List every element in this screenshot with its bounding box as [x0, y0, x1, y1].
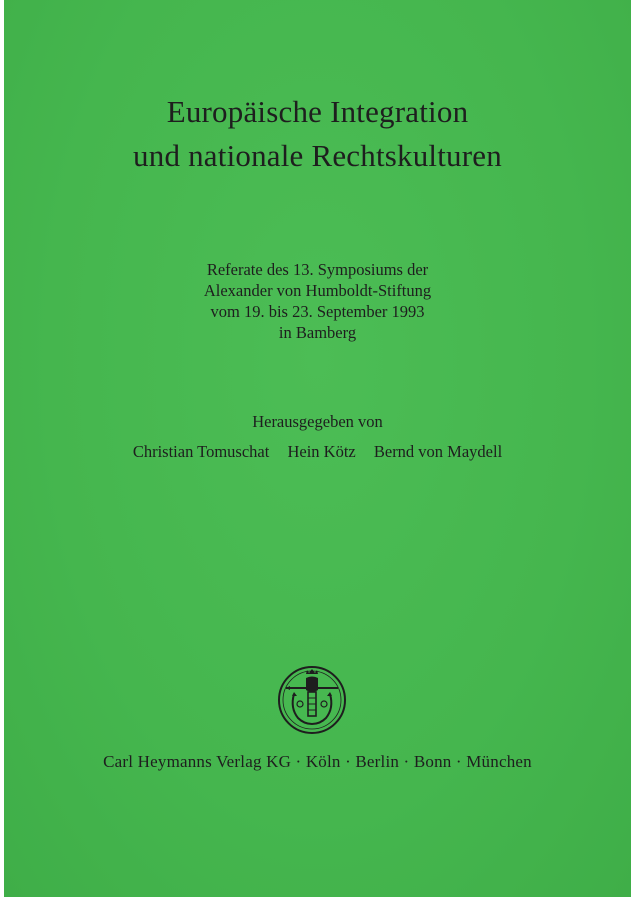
publisher-seal-icon	[276, 664, 348, 736]
subtitle-line-3: vom 19. bis 23. September 1993	[210, 302, 425, 321]
subtitle-line-1: Referate des 13. Symposiums der	[206, 260, 429, 279]
editor-name: Hein Kötz	[287, 442, 356, 461]
book-cover	[4, 0, 631, 897]
editor-name: Bernd von Maydell	[373, 442, 503, 461]
editor-name: Christian Tomuschat	[132, 442, 270, 461]
edited-by-label: Herausgegeben von	[252, 412, 383, 431]
subtitle-line-2: Alexander von Humboldt-Stiftung	[203, 281, 432, 300]
title-line-1: Europäische Integration	[166, 94, 469, 129]
subtitle-line-4: in Bamberg	[278, 323, 357, 342]
publisher-line: Carl Heymanns Verlag KG · Köln · Berlin · Bonn · München	[103, 752, 532, 771]
title-line-2: und nationale Rechtskulturen	[133, 138, 502, 173]
editors-list	[4, 442, 631, 462]
